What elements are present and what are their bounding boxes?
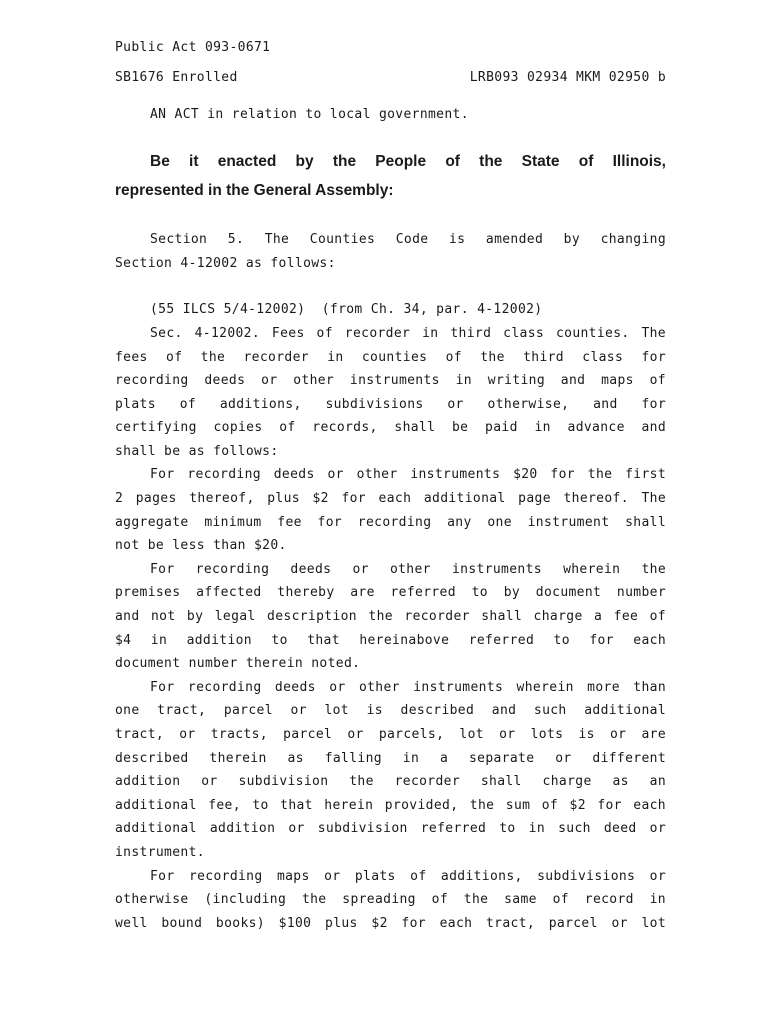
body-line: and not by legal description the recorder shall charge a fee of	[115, 609, 666, 624]
body-line: 2 pages thereof, plus $2 for each additional page thereof. The	[115, 491, 666, 506]
enacting-clause-line-2: represented in the General Assembly:	[115, 182, 394, 199]
body-line: For recording deeds or other instruments $20 for the first	[150, 467, 666, 482]
body-line: additional addition or subdivision referred to in such deed or	[115, 821, 666, 836]
body-line: premises affected thereby are referred to by document number	[115, 585, 666, 600]
statute-citation: (55 ILCS 5/4-12002) (from Ch. 34, par. 4-12002)	[150, 302, 543, 317]
body-line: For recording deeds or other instruments wherein the	[150, 562, 666, 577]
body-line: one tract, parcel or lot is described and such additional	[115, 703, 666, 718]
body-line: Sec. 4-12002. Fees of recorder in third class counties. The	[150, 326, 666, 341]
body-line: plats of additions, subdivisions or otherwise, and for	[115, 397, 666, 412]
body-line: tract, or tracts, parcel or parcels, lot or lots is or are	[115, 727, 666, 742]
lrb-number: LRB093 02934 MKM 02950 b	[469, 70, 666, 85]
body-line: For recording deeds or other instruments wherein more than	[150, 680, 666, 695]
bill-number: SB1676 Enrolled	[115, 70, 238, 85]
body-line: recording deeds or other instruments in writing and maps of	[115, 373, 666, 388]
public-act-number: Public Act 093-0671	[115, 40, 271, 55]
body-line: fees of the recorder in counties of the third class for	[115, 350, 666, 365]
body-line: described therein as falling in a separate or different	[115, 751, 666, 766]
body-line: otherwise (including the spreading of the same of record in	[115, 892, 666, 907]
section-5-line-1: Section 5. The Counties Code is amended by changing	[150, 232, 666, 247]
body-line: $4 in addition to that hereinabove referred to for each	[115, 633, 666, 648]
body-line: certifying copies of records, shall be paid in advance and	[115, 420, 666, 435]
running-header	[115, 68, 666, 88]
body-line: not be less than $20.	[115, 538, 287, 553]
section-5-line-2: Section 4-12002 as follows:	[115, 256, 336, 271]
body-line: For recording maps or plats of additions, subdivisions or	[150, 869, 666, 884]
body-line: additional fee, to that herein provided, the sum of $2 for each	[115, 798, 666, 813]
body-line: well bound books) $100 plus $2 for each tract, parcel or lot	[115, 916, 666, 931]
body-line: shall be as follows:	[115, 444, 279, 459]
enacting-clause-line-1: Be it enacted by the People of the State of Illinois,	[150, 153, 666, 170]
body-line: addition or subdivision the recorder shall charge as an	[115, 774, 666, 789]
body-line: instrument.	[115, 845, 205, 860]
act-title: AN ACT in relation to local government.	[150, 107, 469, 122]
body-line: aggregate minimum fee for recording any one instrument shall	[115, 515, 666, 530]
body-line: document number therein noted.	[115, 656, 361, 671]
